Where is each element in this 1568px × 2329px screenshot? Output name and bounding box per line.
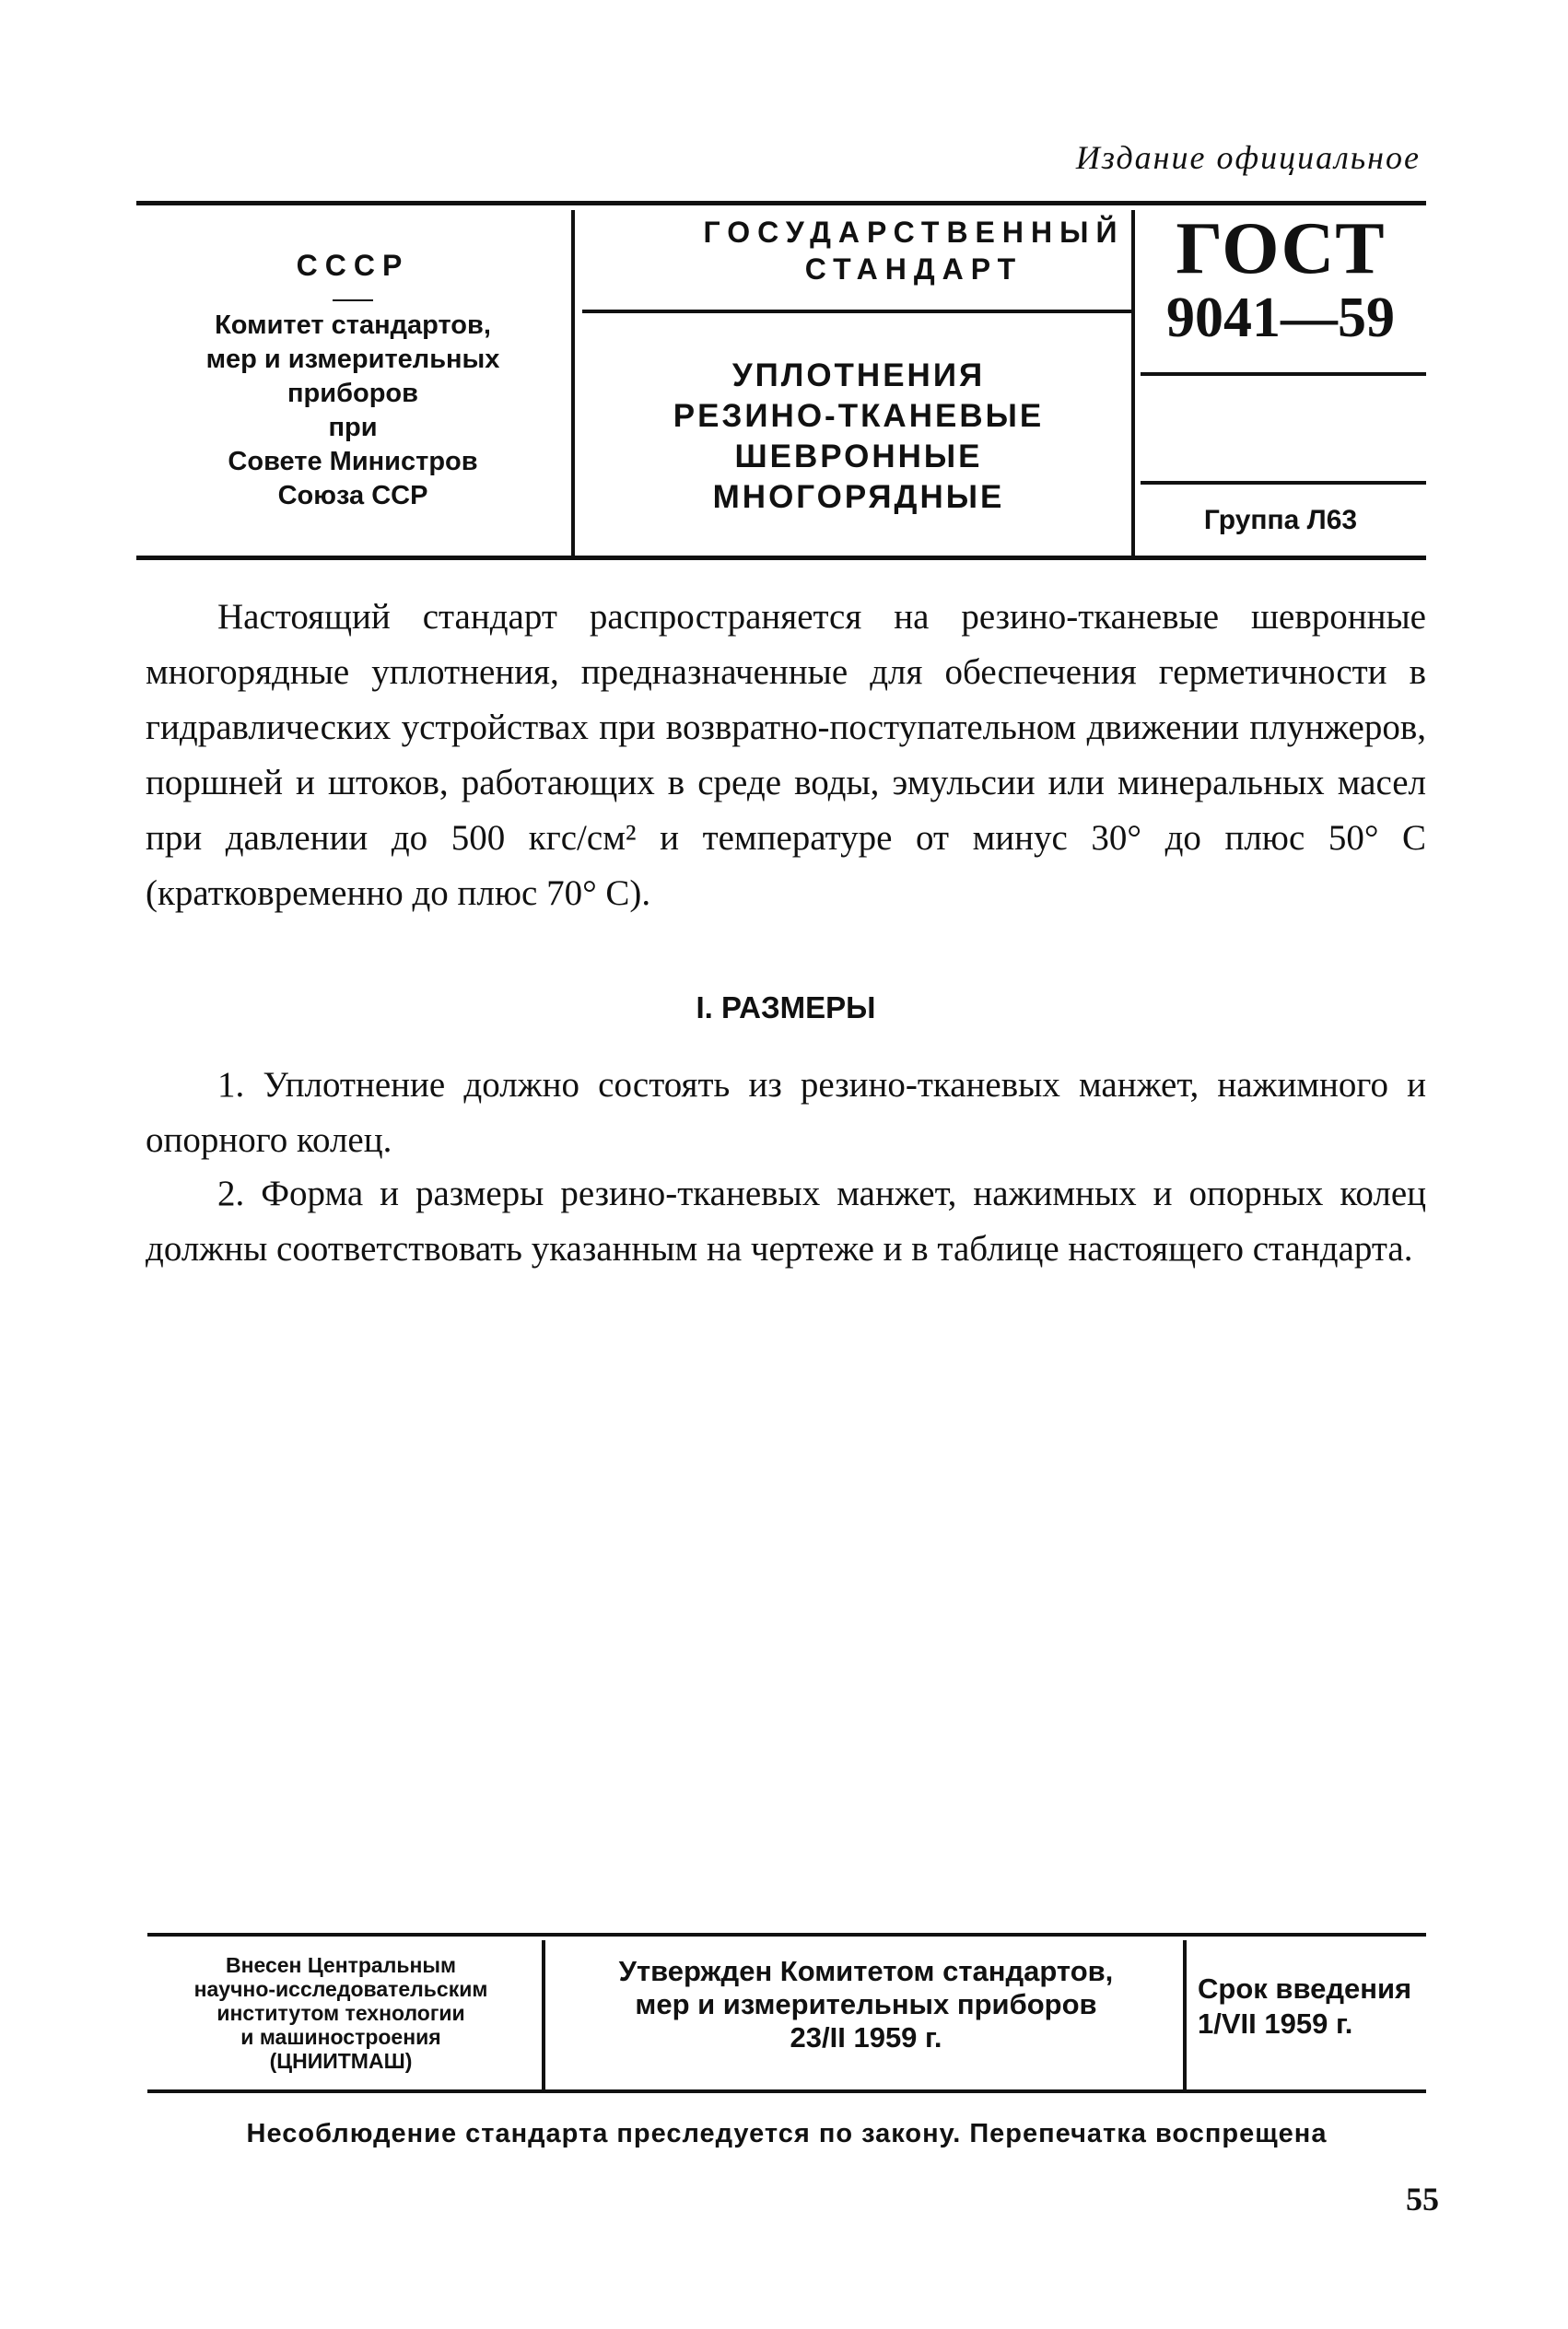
section-title: I. РАЗМЕРЫ (696, 990, 876, 1024)
introduced-by-cell: Внесен Центральным научно-исследовательским институтом технологии и машиностроения (ЦНИИТМАШ) (193, 1953, 488, 2073)
gost-number: 9041—59 (1166, 287, 1395, 349)
section-paragraph-1: 1. Уплотнение должно состоять из резино-тканевых манжет, нажимного и опорного колец. (146, 1065, 1426, 1160)
document-header (136, 201, 1426, 560)
gost-divider-lower (1141, 481, 1426, 485)
page-number: 55 (1406, 2181, 1439, 2218)
effective-date-cell: Срок введения 1/VII 1959 г. (1198, 1972, 1412, 2040)
legal-notice: Несоблюдение стандарта преследуется по закону. Перепечатка воспрещена (246, 2119, 1328, 2148)
section-paragraph-2: 2. Форма и размеры резино-тканевых манжет, нажимных и опорных колец должны соответствовать указанным на чертеже и в таблице настоящего стандарта. (146, 1174, 1426, 1269)
gost-label: ГОСТ (1176, 208, 1386, 289)
issuing-body-column (136, 201, 569, 556)
standard-type-label: ГОСУДАРСТВЕННЫЙ СТАНДАРТ (703, 216, 1125, 286)
intro-paragraph: Настоящий стандарт распространяется на резино-тканевые шевронные многорядные уплотнения, предназначенные для обеспечения герметичности в гидравлических устройствах при возвратно-поступательном движении плунжеров, поршней и штоков, работающих в среде воды, эмульсии или минеральных масел при давлении до 500 кгс/см² и температуре от минус 30° до плюс 50° С (кратковременно до плюс 70° С). (146, 597, 1426, 913)
title-divider (582, 310, 1135, 313)
gost-divider-upper (1141, 372, 1426, 376)
dash-divider (333, 299, 373, 301)
gost-number-column (1135, 201, 1426, 556)
approved-by-cell: Утвержден Комитетом стандартов, мер и измерительных приборов 23/II 1959 г. (618, 1955, 1114, 2054)
footer-bottom-rule (147, 2089, 1426, 2093)
header-bottom-rule (136, 556, 1426, 560)
document-footer-table (147, 1933, 1426, 2093)
group-label: Группа Л63 (1203, 505, 1358, 535)
edition-label: Издание официальное (1075, 139, 1421, 176)
footer-divider-left (542, 1940, 545, 2089)
standard-title: УПЛОТНЕНИЯ РЕЗИНО-ТКАНЕВЫЕ ШЕВРОННЫЕ МНОГОРЯДНЫЕ (673, 357, 1045, 515)
footer-top-rule (147, 1933, 1426, 1937)
organization-label: Комитет стандартов, мер и измерительных приборов при Совете Министров Союза ССР (205, 310, 500, 510)
footer-divider-right (1183, 1940, 1187, 2089)
country-label: СССР (296, 249, 410, 282)
